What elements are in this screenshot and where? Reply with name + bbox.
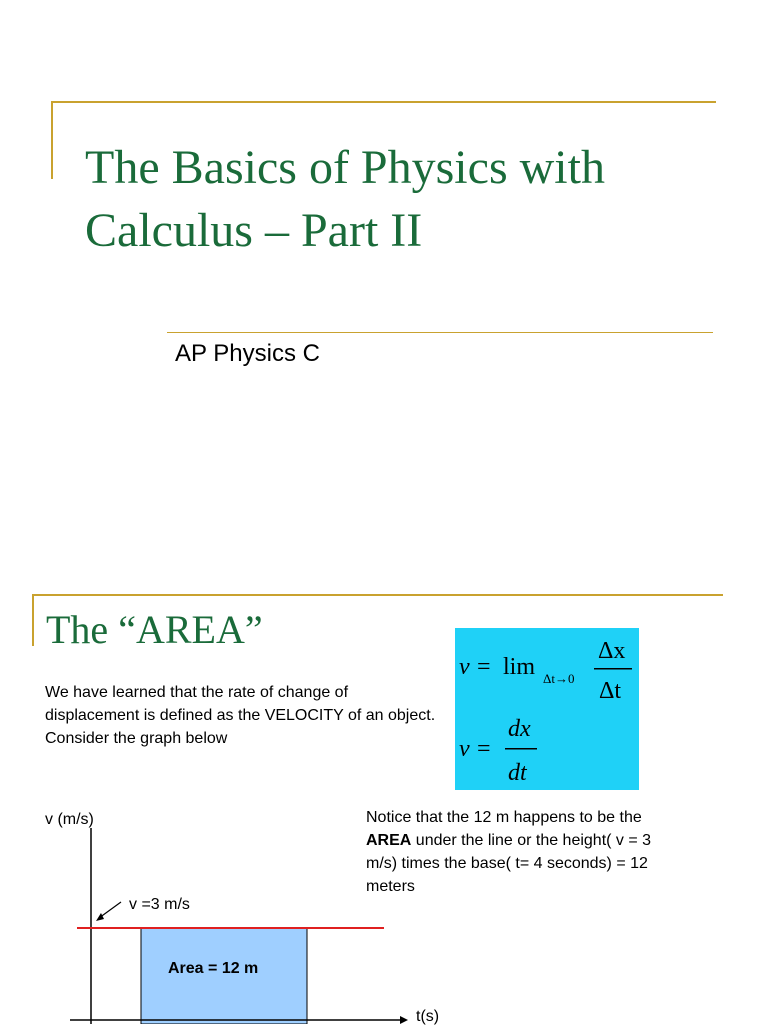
x-axis-label: t(s) (416, 1008, 440, 1025)
formula2-denominator: dt (508, 760, 527, 786)
pointer-arrowhead (96, 913, 104, 921)
formula2-v: v (459, 736, 470, 762)
formula1-numerator: Δx (598, 638, 626, 664)
slide2-intro-text: We have learned that the rate of change of displacement is defined as the VELOCITY of an object. Consider the graph below (45, 684, 436, 747)
formula1-denominator: Δt (599, 678, 622, 704)
area-label: Area = 12 m (168, 960, 259, 977)
formula2-equals: = (477, 736, 491, 762)
velocity-line-label: v =3 m/s (129, 896, 190, 913)
slide2-title: The “AREA” (46, 607, 263, 652)
formula2-numerator: dx (508, 716, 531, 742)
pointer-arrow-line (99, 902, 121, 918)
slide1-title-line1: The Basics of Physics with (85, 141, 605, 194)
slide1-subtitle: AP Physics C (175, 340, 320, 367)
x-axis-arrowhead (400, 1016, 408, 1024)
notice-bold-area: AREA (366, 832, 412, 849)
formula1-v: v (459, 654, 470, 680)
y-axis-label: v (m/s) (45, 811, 94, 828)
formula1-lim-subscript: Δt→0 (543, 671, 575, 686)
notice-part1: Notice that the 12 m happens to be the (366, 809, 642, 826)
notice-part2: under the line or the height( v = 3 m/s) times the base( t= 4 seconds) = 12 meters (366, 832, 652, 895)
formula1-equals: = (477, 654, 491, 680)
formula1-lim: lim (503, 654, 536, 680)
slide1-title-line2: Calculus – Part II (85, 204, 423, 257)
